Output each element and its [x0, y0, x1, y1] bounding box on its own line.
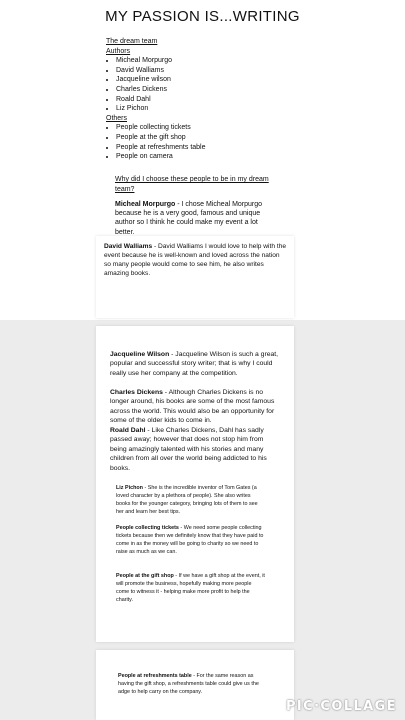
section-text: - We need some people collecting tickets because then we definitely know that they have paid to come in as the money will be going to charity so we need to raise as much as we can.: [116, 525, 264, 555]
section-name: Micheal Morpurgo: [115, 201, 176, 208]
list-item: • People at the gift shop: [116, 133, 206, 143]
section-text: - She is the incredible inventor of Tom Gates (a loved character by a plethora of people). She also writes books for the younger category, bringing lots of them to see her and learn her best tips.: [116, 485, 258, 515]
section-text: - Jacqueline Wilson is such a great, popular and successful story writer; that is why I could really use her company at the competition.: [110, 351, 279, 377]
section-gift-shop: [116, 572, 266, 604]
dream-team-list: [106, 37, 206, 162]
collage-panel-2: [96, 236, 294, 318]
section-dickens: [110, 388, 280, 426]
list-item: • David Walliams: [116, 66, 206, 76]
collage-panel-3: [96, 326, 294, 642]
list-item: • Charles Dickens: [116, 85, 206, 95]
section-name: People at the gift shop: [116, 573, 174, 579]
list-item: • People collecting tickets: [116, 123, 206, 133]
dream-team-heading: The dream team: [106, 38, 158, 45]
section-walliams: [104, 242, 288, 278]
section-text: - Although Charles Dickens is no longer around, his books are some of the most famous across the world. This would also be an opportunity for some of the older kids to come in.: [110, 389, 275, 425]
section-refreshments: [118, 672, 268, 696]
section-name: David Walliams: [104, 243, 153, 250]
question-heading: Why did I choose these people to be in my dream team?: [115, 176, 269, 193]
section-pichon: [116, 484, 266, 516]
others-heading: Others: [106, 114, 128, 122]
section-name: Liz Pichon: [116, 485, 143, 491]
list-item: • Roald Dahl: [116, 95, 206, 105]
section-name: Jacqueline Wilson: [110, 351, 170, 358]
section-name: People collecting tickets: [116, 525, 179, 531]
collage-panel-4: [96, 650, 294, 720]
section-text: - David Walliams I would love to help with the event because he is well-known and loved across the nation so many people would come to see him, he also writes amazing books.: [104, 243, 287, 277]
section-dahl: [110, 426, 280, 473]
section-name: Roald Dahl: [110, 427, 146, 434]
list-item: • Micheal Morpurgo: [116, 56, 206, 66]
section-wilson: [110, 350, 280, 378]
authors-heading: Authors: [106, 47, 131, 55]
list-item: • Liz Pichon: [116, 104, 206, 114]
section-text: - If we have a gift shop at the event, it will promote the business, hopefully making more people come to witness it - helping make more profit to help the charity.: [116, 573, 265, 603]
authors-list: [106, 56, 206, 114]
section-morpurgo: [115, 200, 270, 237]
section-text: - I chose Micheal Morpurgo because he is a very good, famous and unique author so I think he could make my event a lot better.: [115, 201, 263, 236]
list-item: • People at refreshments table: [116, 143, 206, 153]
section-text: - For the same reason as having the gift shop, a refreshments table could give us the adge to help carry on the company.: [118, 673, 259, 695]
section-tickets: [116, 524, 266, 556]
section-name: Charles Dickens: [110, 389, 163, 396]
page-title: MY PASSION IS...WRITING: [105, 8, 300, 25]
others-list: [106, 123, 206, 161]
pic-collage-watermark: PIC·COLLAGE: [285, 699, 397, 714]
section-text: - Like Charles Dickens, Dahl has sadly passed away; however that does not stop him from being amazingly talented with his stories and many children from all over the world being addicted to his books.: [110, 427, 267, 472]
section-name: People at refreshments table: [118, 673, 192, 679]
list-item: • Jacqueline wilson: [116, 75, 206, 85]
list-item: • People on camera: [116, 152, 206, 162]
